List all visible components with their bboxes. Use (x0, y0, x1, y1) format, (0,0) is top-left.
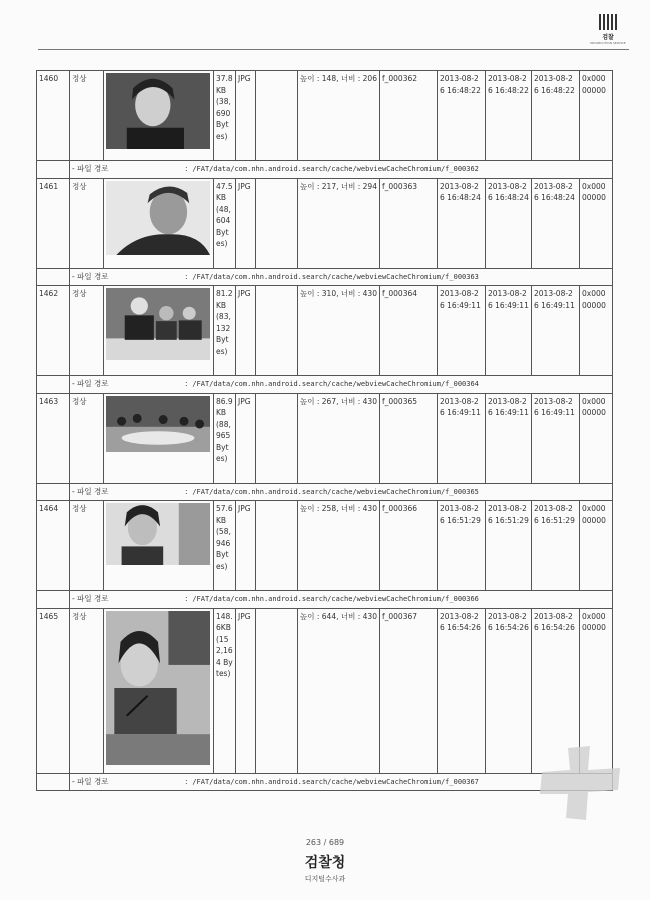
modified-time: 2013-08-26 16:54:26 (486, 608, 532, 773)
file-name: f_000364 (380, 286, 438, 376)
hex-value: 0x00000000 (580, 286, 613, 376)
photo-thumbnail (106, 181, 210, 255)
file-type: JPG (236, 71, 256, 161)
path-row (37, 376, 613, 394)
path-row (37, 161, 613, 179)
thumbnail-cell (104, 178, 214, 268)
record-number: 1461 (37, 178, 70, 268)
path-spacer (37, 161, 70, 179)
file-size: 57.6KB (58,946 Bytes) (214, 501, 236, 591)
logo-subtext: PROSECUTION SERVICE (590, 41, 626, 45)
thumbnail-cell (104, 71, 214, 161)
created-time: 2013-08-26 16:48:22 (438, 71, 486, 161)
file-path-cell (70, 268, 613, 286)
empty-cell (256, 393, 298, 483)
path-spacer (37, 376, 70, 394)
file-path: /FAT/data/com.nhn.android.search/cache/webviewCacheChromium/f_000366 (192, 595, 479, 603)
path-separator: : (185, 776, 188, 786)
file-size: 37.8KB (38,690 Bytes) (214, 71, 236, 161)
record-number: 1460 (37, 71, 70, 161)
file-path-cell (70, 376, 613, 394)
file-type: JPG (236, 178, 256, 268)
path-separator: : (185, 594, 188, 603)
table-row (37, 608, 613, 773)
created-time: 2013-08-26 16:51:29 (438, 501, 486, 591)
file-size: 81.2KB (83,132 Bytes) (214, 286, 236, 376)
file-path-cell (70, 161, 613, 179)
page-number: 263 / 689 (305, 838, 345, 847)
photo-thumbnail (106, 288, 210, 360)
image-dimensions: 높이 : 644, 너비 : 430 (298, 608, 380, 773)
created-time: 2013-08-26 16:49:11 (438, 286, 486, 376)
path-spacer (37, 483, 70, 501)
hex-value: 0x00000000 (580, 393, 613, 483)
table-row (37, 71, 613, 161)
accessed-time: 2013-08-26 16:51:29 (532, 501, 580, 591)
empty-cell (256, 608, 298, 773)
photo-thumbnail (106, 73, 210, 149)
record-status: 정상 (70, 393, 104, 483)
created-time: 2013-08-26 16:54:26 (438, 608, 486, 773)
path-spacer (37, 773, 70, 791)
file-type: JPG (236, 608, 256, 773)
file-path: /FAT/data/com.nhn.android.search/cache/webviewCacheChromium/f_000364 (192, 380, 479, 388)
path-row (37, 773, 613, 791)
header-rule (38, 49, 629, 50)
image-dimensions: 높이 : 310, 너비 : 430 (298, 286, 380, 376)
path-label: - 파일 경로 (72, 594, 109, 603)
record-status: 정상 (70, 178, 104, 268)
empty-cell (256, 286, 298, 376)
modified-time: 2013-08-26 16:48:22 (486, 71, 532, 161)
path-separator: : (185, 271, 188, 281)
record-number: 1463 (37, 393, 70, 483)
path-label: - 파일 경로 (72, 164, 109, 173)
created-time: 2013-08-26 16:48:24 (438, 178, 486, 268)
path-separator: : (185, 164, 188, 173)
image-dimensions: 높이 : 258, 너비 : 430 (298, 501, 380, 591)
file-name: f_000363 (380, 178, 438, 268)
file-type: JPG (236, 286, 256, 376)
path-label: - 파일 경로 (72, 379, 109, 388)
file-path: /FAT/data/com.nhn.android.search/cache/webviewCacheChromium/f_000365 (192, 487, 479, 496)
record-number: 1464 (37, 501, 70, 591)
file-name: f_000366 (380, 501, 438, 591)
image-dimensions: 높이 : 148, 너비 : 206 (298, 71, 380, 161)
file-path: /FAT/data/com.nhn.android.search/cache/webviewCacheChromium/f_000367 (192, 777, 479, 786)
file-type: JPG (236, 393, 256, 483)
path-separator: : (185, 379, 188, 388)
thumbnail-cell (104, 393, 214, 483)
path-row (37, 591, 613, 609)
image-dimensions: 높이 : 267, 너비 : 430 (298, 393, 380, 483)
empty-cell (256, 71, 298, 161)
file-path: /FAT/data/com.nhn.android.search/cache/webviewCacheChromium/f_000362 (192, 165, 479, 173)
file-name: f_000362 (380, 71, 438, 161)
footer-department: 디지털수사과 (304, 875, 346, 883)
table-row (37, 501, 613, 591)
created-time: 2013-08-26 16:49:11 (438, 393, 486, 483)
accessed-time: 2013-08-26 16:49:11 (532, 393, 580, 483)
modified-time: 2013-08-26 16:49:11 (486, 286, 532, 376)
accessed-time: 2013-08-26 16:48:24 (532, 178, 580, 268)
file-size: 47.5KB (48,604 Bytes) (214, 178, 236, 268)
hex-value: 0x00000000 (580, 71, 613, 161)
photo-thumbnail (106, 396, 210, 452)
modified-time: 2013-08-26 16:51:29 (486, 501, 532, 591)
record-status: 정상 (70, 286, 104, 376)
modified-time: 2013-08-26 16:49:11 (486, 393, 532, 483)
watermark-cross-icon (538, 744, 624, 822)
table-row (37, 393, 613, 483)
file-name: f_000365 (380, 393, 438, 483)
record-status: 정상 (70, 71, 104, 161)
file-size: 148.6KB (152,164 Bytes) (214, 608, 236, 773)
path-spacer (37, 591, 70, 609)
prosecution-logo (590, 14, 626, 45)
path-row (37, 268, 613, 286)
path-row (37, 483, 613, 501)
path-label: - 파일 경로 (72, 486, 109, 496)
table-row (37, 286, 613, 376)
accessed-time: 2013-08-26 16:49:11 (532, 286, 580, 376)
path-separator: : (185, 486, 188, 496)
path-label: - 파일 경로 (72, 271, 109, 281)
modified-time: 2013-08-26 16:48:24 (486, 178, 532, 268)
record-number: 1465 (37, 608, 70, 773)
thumbnail-cell (104, 286, 214, 376)
footer-organization: 검찰청 (304, 855, 346, 871)
logo-text: 검찰 (602, 34, 614, 41)
file-size: 86.9KB (88,965 Bytes) (214, 393, 236, 483)
image-dimensions: 높이 : 217, 너비 : 294 (298, 178, 380, 268)
evidence-table (36, 70, 613, 791)
path-label: - 파일 경로 (72, 776, 109, 786)
record-number: 1462 (37, 286, 70, 376)
file-name: f_000367 (380, 608, 438, 773)
empty-cell (256, 501, 298, 591)
accessed-time: 2013-08-26 16:54:26 (532, 608, 580, 773)
hex-value: 0x00000000 (580, 501, 613, 591)
photo-thumbnail (106, 611, 210, 765)
record-status: 정상 (70, 501, 104, 591)
thumbnail-cell (104, 608, 214, 773)
hex-value: 0x00000000 (580, 608, 613, 773)
file-type: JPG (236, 501, 256, 591)
logo-bars-icon (590, 14, 626, 30)
path-spacer (37, 268, 70, 286)
thumbnail-cell (104, 501, 214, 591)
empty-cell (256, 178, 298, 268)
accessed-time: 2013-08-26 16:48:22 (532, 71, 580, 161)
record-status: 정상 (70, 608, 104, 773)
hex-value: 0x00000000 (580, 178, 613, 268)
table-row (37, 178, 613, 268)
file-path-cell (70, 773, 613, 791)
file-path-cell (70, 483, 613, 501)
photo-thumbnail (106, 503, 210, 565)
file-path-cell (70, 591, 613, 609)
file-path: /FAT/data/com.nhn.android.search/cache/webviewCacheChromium/f_000363 (192, 272, 479, 281)
